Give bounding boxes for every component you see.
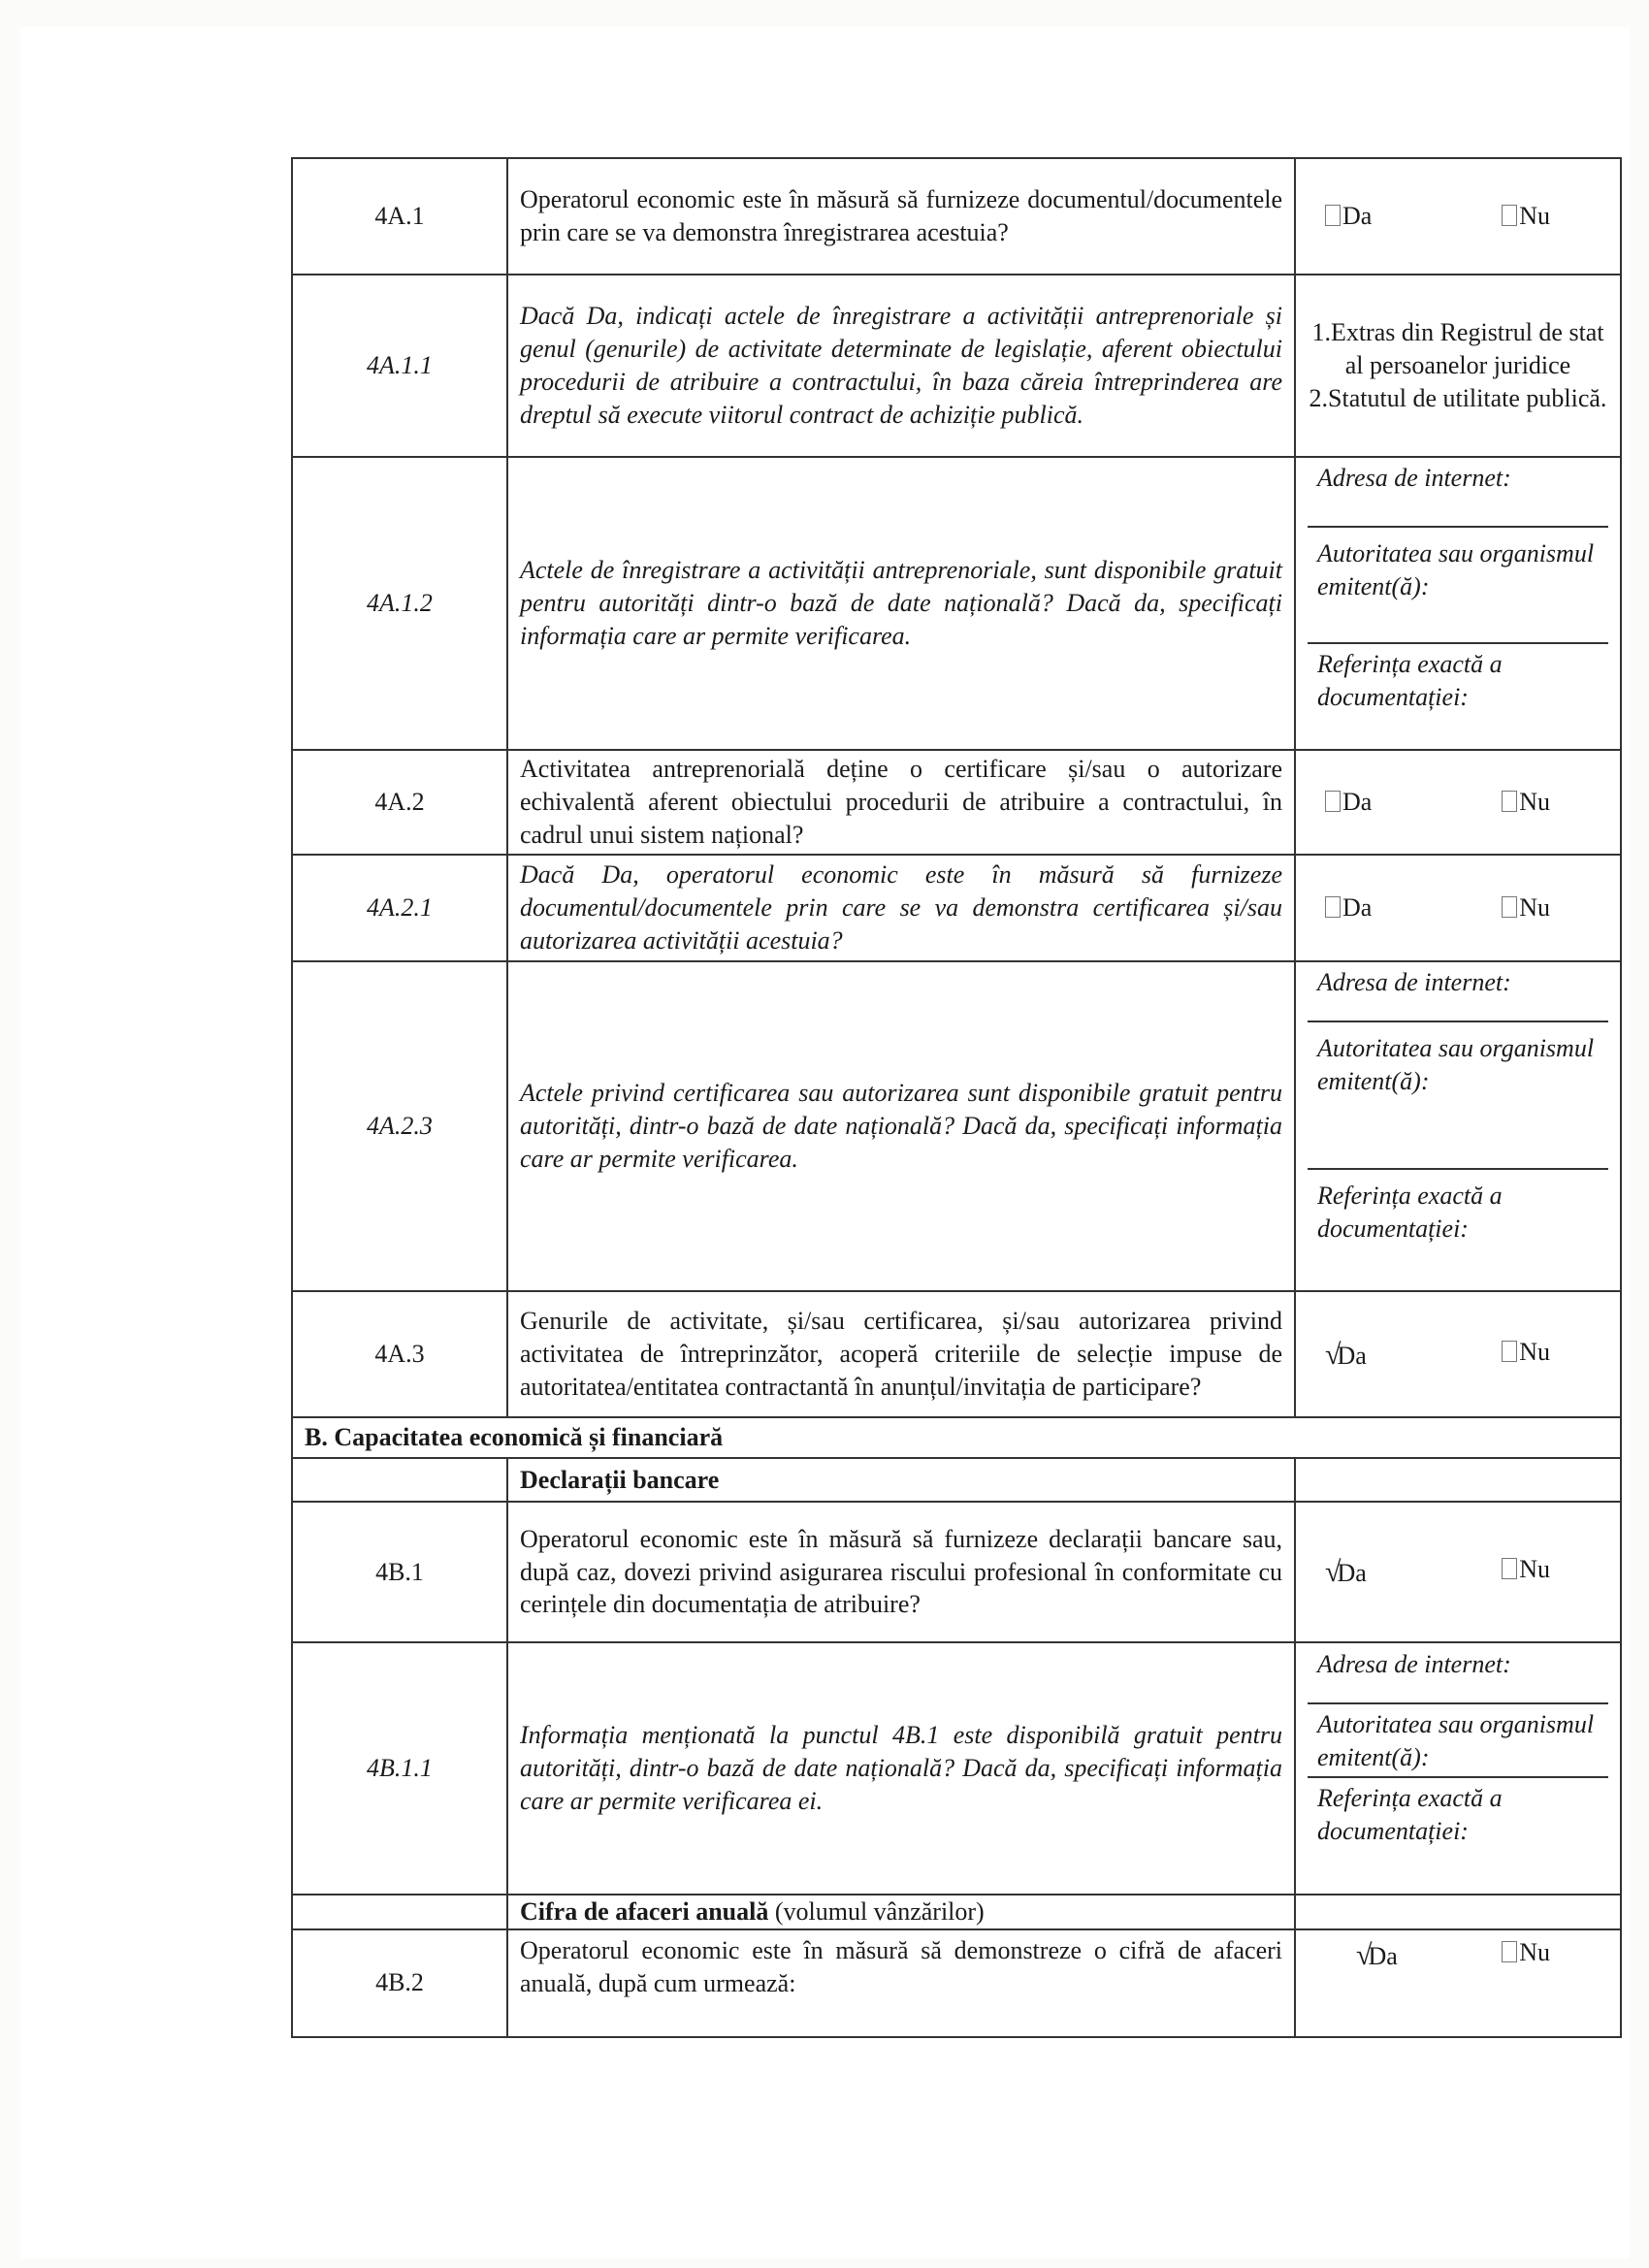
- row-code: 4A.3: [292, 1291, 507, 1417]
- field-internet-address[interactable]: Adresa de internet:: [1308, 962, 1608, 1022]
- table-row: [292, 457, 1621, 750]
- qualification-form-table: [291, 157, 1622, 2038]
- table-row: [292, 1502, 1621, 1642]
- field-issuing-authority[interactable]: Autoritatea sau organismul emitent(ă):: [1308, 1704, 1608, 1778]
- option-da[interactable]: [1325, 200, 1372, 233]
- option-nu[interactable]: [1502, 891, 1550, 924]
- checkbox-icon[interactable]: [1502, 896, 1517, 918]
- option-label: Nu: [1519, 1555, 1550, 1583]
- row-code: 4A.2: [292, 750, 507, 855]
- option-da[interactable]: [1325, 1553, 1367, 1591]
- row-answer: 1.Extras din Registrul de stat al persoanelor juridice 2.Statutul de utilitate publică.: [1295, 275, 1621, 457]
- row-code: 4A.1.1: [292, 275, 507, 457]
- option-nu[interactable]: [1502, 786, 1550, 819]
- option-label: Nu: [1519, 202, 1550, 231]
- row-code: 4B.1: [292, 1502, 507, 1642]
- option-nu[interactable]: [1502, 1936, 1550, 1974]
- option-label: Da: [1337, 1559, 1367, 1587]
- option-label: Da: [1337, 1341, 1367, 1370]
- table-row: [292, 961, 1621, 1291]
- row-code: 4A.2.1: [292, 855, 507, 961]
- option-da[interactable]: [1325, 1336, 1367, 1374]
- checkbox-icon[interactable]: [1325, 205, 1341, 226]
- field-exact-reference[interactable]: Referința exactă a documentației:: [1317, 1784, 1503, 1845]
- row-code: 4B.1.1: [292, 1642, 507, 1895]
- section-b-title: B. Capacitatea economică și financiară: [292, 1417, 1621, 1458]
- option-label: Nu: [1519, 893, 1550, 923]
- checkbox-icon[interactable]: [1502, 205, 1517, 226]
- checkbox-icon[interactable]: [1502, 1341, 1517, 1362]
- turnover-heading-note: (volumul vânzărilor): [768, 1897, 985, 1926]
- field-issuing-authority[interactable]: Autoritatea sau organismul emitent(ă):: [1308, 528, 1608, 644]
- option-nu[interactable]: [1502, 200, 1550, 233]
- option-da[interactable]: [1356, 1936, 1398, 1974]
- row-question: Operatorul economic este în măsură să furnizeze documentul/documentele prin care se va demonstra înregistrarea acestuia?: [507, 158, 1295, 275]
- row-question: Operatorul economic este în măsură să furnizeze declarații bancare sau, după caz, dovezi privind asigurarea riscului profesional în conformitate cu cerințele din documentația de atribuire?: [507, 1502, 1295, 1642]
- option-label: Da: [1368, 1941, 1398, 1970]
- checkmark-icon[interactable]: √: [1356, 1938, 1373, 1971]
- row-code: 4A.1.2: [292, 457, 507, 750]
- checkbox-icon[interactable]: [1502, 1558, 1517, 1579]
- option-label: Nu: [1519, 788, 1550, 817]
- row-question: Activitatea antreprenorială deține o certificare și/sau o autorizare echivalentă aferent obiectului procedurii de atribuire a contractului, în cadrul unui sistem național?: [507, 750, 1295, 855]
- option-da[interactable]: [1325, 891, 1372, 924]
- checkmark-icon[interactable]: √: [1325, 1338, 1342, 1371]
- subheading-row: [292, 1895, 1621, 1929]
- checkmark-icon[interactable]: √: [1325, 1556, 1342, 1588]
- row-question: Operatorul economic este în măsură să demonstreze o cifră de afaceri anuală, după cum urmează:: [507, 1929, 1295, 2037]
- option-label: Nu: [1519, 1937, 1550, 1966]
- option-label: Nu: [1519, 1337, 1550, 1366]
- option-label: Da: [1342, 202, 1373, 231]
- row-question: Actele privind certificarea sau autorizarea sunt disponibile gratuit pentru autorități, dintr-o bază de date națională? Dacă da, specificați informația care ar permite verificarea.: [507, 961, 1295, 1291]
- checkbox-icon[interactable]: [1502, 1941, 1517, 1962]
- field-exact-reference[interactable]: Referința exactă a documentației:: [1317, 650, 1503, 711]
- row-question: Dacă Da, indicați actele de înregistrare a activității antreprenoriale și genul (genurile) de activitate determinate de legislație, aferent obiectului procedurii de atribuire a contractului, în baza căreia întreprinderea are dreptul să execute viitorul contract de achiziție publică.: [507, 275, 1295, 457]
- checkbox-icon[interactable]: [1325, 896, 1341, 918]
- checkbox-icon[interactable]: [1325, 791, 1341, 812]
- option-nu[interactable]: [1502, 1336, 1550, 1374]
- row-code: 4B.2: [292, 1929, 507, 2037]
- row-question: Genurile de activitate, și/sau certificarea, și/sau autorizarea privind activitatea de întreprinzător, acoperă criteriile de selecție impuse de autoritatea/entitatea contractantă în anunțul/invitația de participare?: [507, 1291, 1295, 1417]
- option-da[interactable]: [1325, 786, 1372, 819]
- table-row: [292, 1929, 1621, 2037]
- option-label: Da: [1342, 893, 1373, 923]
- subheading-row: [292, 1458, 1621, 1502]
- row-question: Informația menționată la punctul 4B.1 este disponibilă gratuit pentru autorități, dintr-o bază de date națională? Dacă da, specificați informația care ar permite verificarea ei.: [507, 1642, 1295, 1895]
- row-question: Dacă Da, operatorul economic este în măsură să furnizeze documentul/documentele prin care se va demonstra certificarea și/sau autorizarea activității acestuia?: [507, 855, 1295, 961]
- turnover-heading: Cifra de afaceri anuală: [520, 1897, 769, 1926]
- row-code: 4A.2.3: [292, 961, 507, 1291]
- bank-declarations-heading: Declarații bancare: [507, 1458, 1295, 1502]
- table-row: [292, 1291, 1621, 1417]
- checkbox-icon[interactable]: [1502, 791, 1517, 812]
- table-row: [292, 275, 1621, 457]
- table-row: [292, 855, 1621, 961]
- row-question: Actele de înregistrare a activității antreprenoriale, sunt disponibile gratuit pentru autorități dintr-o bază de date națională? Dacă da, specificați informația care ar permite verificarea.: [507, 457, 1295, 750]
- field-issuing-authority[interactable]: Autoritatea sau organismul emitent(ă):: [1308, 1022, 1608, 1170]
- field-internet-address[interactable]: Adresa de internet:: [1308, 458, 1608, 528]
- table-row: [292, 750, 1621, 855]
- option-nu[interactable]: [1502, 1553, 1550, 1591]
- table-row: [292, 1642, 1621, 1895]
- field-internet-address[interactable]: Adresa de internet:: [1308, 1644, 1608, 1704]
- field-exact-reference[interactable]: Referința exactă a documentației:: [1317, 1182, 1503, 1243]
- row-code: 4A.1: [292, 158, 507, 275]
- section-header-row: [292, 1417, 1621, 1458]
- table-row: [292, 158, 1621, 275]
- option-label: Da: [1342, 788, 1373, 817]
